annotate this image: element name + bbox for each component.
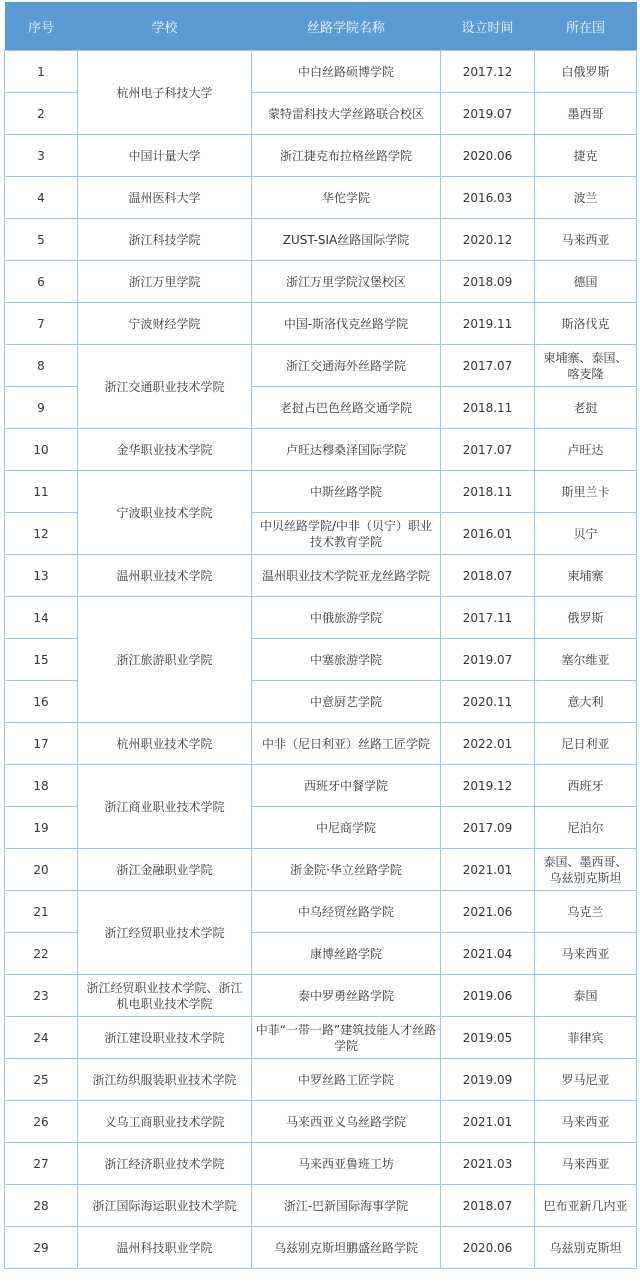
school-cell: 浙江旅游职业学院 (78, 597, 252, 723)
row-index: 22 (5, 933, 78, 975)
college-name-cell: 中贝丝路学院/中非（贝宁）职业技术教育学院 (252, 513, 441, 555)
school-cell: 温州医科大学 (78, 177, 252, 219)
college-name-cell: ZUST-SIA丝路国际学院 (252, 219, 441, 261)
row-index: 13 (5, 555, 78, 597)
college-name-cell: 康博丝路学院 (252, 933, 441, 975)
college-name-cell: 浙江捷克布拉格丝路学院 (252, 135, 441, 177)
established-cell: 2020.06 (441, 1227, 535, 1269)
country-cell: 马来西亚 (535, 1143, 637, 1185)
established-cell: 2021.03 (441, 1143, 535, 1185)
school-cell: 浙江经济职业技术学院 (78, 1143, 252, 1185)
header-established: 设立时间 (441, 2, 535, 51)
established-cell: 2017.09 (441, 807, 535, 849)
country-cell: 白俄罗斯 (535, 51, 637, 93)
table-row (5, 303, 637, 345)
school-cell: 温州科技职业学院 (78, 1227, 252, 1269)
college-name-cell: 乌兹别克斯坦鹏盛丝路学院 (252, 1227, 441, 1269)
college-name-cell: 马来西亚义乌丝路学院 (252, 1101, 441, 1143)
table-row (5, 555, 637, 597)
row-index: 14 (5, 597, 78, 639)
college-name-cell: 中斯丝路学院 (252, 471, 441, 513)
college-name-cell: 卢旺达穆桑泽国际学院 (252, 429, 441, 471)
table-row (5, 1017, 637, 1059)
table-row (5, 765, 637, 807)
country-cell: 斯洛伐克 (535, 303, 637, 345)
established-cell: 2019.07 (441, 93, 535, 135)
table-row (5, 261, 637, 303)
country-cell: 老挝 (535, 387, 637, 429)
table-row (5, 429, 637, 471)
row-index: 20 (5, 849, 78, 891)
header-country: 所在国 (535, 2, 637, 51)
established-cell: 2021.01 (441, 849, 535, 891)
table-row (5, 1185, 637, 1227)
established-cell: 2017.07 (441, 345, 535, 387)
established-cell: 2019.07 (441, 639, 535, 681)
school-cell: 浙江国际海运职业技术学院 (78, 1185, 252, 1227)
country-cell: 德国 (535, 261, 637, 303)
country-cell: 西班牙 (535, 765, 637, 807)
established-cell: 2022.01 (441, 723, 535, 765)
established-cell: 2019.12 (441, 765, 535, 807)
table-row (5, 1143, 637, 1185)
row-index: 28 (5, 1185, 78, 1227)
school-cell: 浙江科技学院 (78, 219, 252, 261)
country-cell: 墨西哥 (535, 93, 637, 135)
table-row (5, 849, 637, 891)
row-index: 17 (5, 723, 78, 765)
country-cell: 俄罗斯 (535, 597, 637, 639)
college-name-cell: 中尼商学院 (252, 807, 441, 849)
table-row (5, 135, 637, 177)
row-index: 16 (5, 681, 78, 723)
established-cell: 2019.09 (441, 1059, 535, 1101)
established-cell: 2021.06 (441, 891, 535, 933)
row-index: 9 (5, 387, 78, 429)
row-index: 24 (5, 1017, 78, 1059)
college-name-cell: 中非（尼日利亚）丝路工匠学院 (252, 723, 441, 765)
established-cell: 2018.11 (441, 387, 535, 429)
country-cell: 柬埔寨 (535, 555, 637, 597)
table-row (5, 345, 637, 387)
country-cell: 尼泊尔 (535, 807, 637, 849)
country-cell: 乌克兰 (535, 891, 637, 933)
row-index: 6 (5, 261, 78, 303)
country-cell: 意大利 (535, 681, 637, 723)
college-name-cell: 浙江-巴新国际海事学院 (252, 1185, 441, 1227)
country-cell: 柬埔寨、泰国、喀麦隆 (535, 345, 637, 387)
school-cell: 浙江商业职业技术学院 (78, 765, 252, 849)
college-name-cell: 浙金院·华立丝路学院 (252, 849, 441, 891)
established-cell: 2020.12 (441, 219, 535, 261)
row-index: 7 (5, 303, 78, 345)
established-cell: 2017.12 (441, 51, 535, 93)
country-cell: 斯里兰卡 (535, 471, 637, 513)
header-index: 序号 (5, 2, 78, 51)
established-cell: 2020.06 (441, 135, 535, 177)
row-index: 12 (5, 513, 78, 555)
college-name-cell: 中俄旅游学院 (252, 597, 441, 639)
college-name-cell: 温州职业技术学院亚龙丝路学院 (252, 555, 441, 597)
school-cell: 浙江经贸职业技术学院 (78, 891, 252, 975)
school-cell: 金华职业技术学院 (78, 429, 252, 471)
row-index: 27 (5, 1143, 78, 1185)
country-cell: 罗马尼亚 (535, 1059, 637, 1101)
school-cell: 中国计量大学 (78, 135, 252, 177)
college-name-cell: 浙江交通海外丝路学院 (252, 345, 441, 387)
row-index: 10 (5, 429, 78, 471)
established-cell: 2018.11 (441, 471, 535, 513)
school-cell: 温州职业技术学院 (78, 555, 252, 597)
school-cell: 宁波职业技术学院 (78, 471, 252, 555)
established-cell: 2017.11 (441, 597, 535, 639)
country-cell: 塞尔维亚 (535, 639, 637, 681)
college-name-cell: 华佗学院 (252, 177, 441, 219)
row-index: 25 (5, 1059, 78, 1101)
table-row (5, 177, 637, 219)
table-row (5, 597, 637, 639)
table-row (5, 1101, 637, 1143)
silk-road-college-table (4, 2, 637, 1269)
college-name-cell: 西班牙中餐学院 (252, 765, 441, 807)
college-name-cell: 中意厨艺学院 (252, 681, 441, 723)
table-row (5, 219, 637, 261)
table-row (5, 723, 637, 765)
established-cell: 2019.11 (441, 303, 535, 345)
school-cell: 浙江万里学院 (78, 261, 252, 303)
country-cell: 巴布亚新几内亚 (535, 1185, 637, 1227)
established-cell: 2019.05 (441, 1017, 535, 1059)
school-cell: 杭州电子科技大学 (78, 51, 252, 135)
college-name-cell: 浙江万里学院汉堡校区 (252, 261, 441, 303)
row-index: 2 (5, 93, 78, 135)
table-row (5, 51, 637, 93)
school-cell: 浙江纺织服装职业技术学院 (78, 1059, 252, 1101)
row-index: 8 (5, 345, 78, 387)
established-cell: 2016.01 (441, 513, 535, 555)
table-body (5, 51, 637, 1269)
country-cell: 马来西亚 (535, 933, 637, 975)
college-name-cell: 中罗丝路工匠学院 (252, 1059, 441, 1101)
row-index: 4 (5, 177, 78, 219)
country-cell: 泰国、墨西哥、乌兹别克斯坦 (535, 849, 637, 891)
row-index: 23 (5, 975, 78, 1017)
college-name-cell: 中乌经贸丝路学院 (252, 891, 441, 933)
college-name-cell: 泰中罗勇丝路学院 (252, 975, 441, 1017)
row-index: 18 (5, 765, 78, 807)
established-cell: 2018.07 (441, 555, 535, 597)
established-cell: 2021.01 (441, 1101, 535, 1143)
established-cell: 2020.11 (441, 681, 535, 723)
college-name-cell: 中国-斯洛伐克丝路学院 (252, 303, 441, 345)
header-college-name: 丝路学院名称 (252, 2, 441, 51)
country-cell: 乌兹别克斯坦 (535, 1227, 637, 1269)
row-index: 21 (5, 891, 78, 933)
school-cell: 宁波财经学院 (78, 303, 252, 345)
table-row (5, 891, 637, 933)
college-name-cell: 中塞旅游学院 (252, 639, 441, 681)
row-index: 5 (5, 219, 78, 261)
college-name-cell: 马来西亚鲁班工坊 (252, 1143, 441, 1185)
table-row (5, 975, 637, 1017)
country-cell: 菲律宾 (535, 1017, 637, 1059)
table-row (5, 1059, 637, 1101)
school-cell: 杭州职业技术学院 (78, 723, 252, 765)
row-index: 15 (5, 639, 78, 681)
row-index: 11 (5, 471, 78, 513)
row-index: 26 (5, 1101, 78, 1143)
row-index: 1 (5, 51, 78, 93)
established-cell: 2018.07 (441, 1185, 535, 1227)
header-school: 学校 (78, 2, 252, 51)
established-cell: 2019.06 (441, 975, 535, 1017)
school-cell: 浙江金融职业学院 (78, 849, 252, 891)
college-name-cell: 中菲“一带一路”建筑技能人才丝路学院 (252, 1017, 441, 1059)
country-cell: 泰国 (535, 975, 637, 1017)
country-cell: 贝宁 (535, 513, 637, 555)
country-cell: 捷克 (535, 135, 637, 177)
row-index: 29 (5, 1227, 78, 1269)
established-cell: 2021.04 (441, 933, 535, 975)
table-row (5, 1227, 637, 1269)
school-cell: 义乌工商职业技术学院 (78, 1101, 252, 1143)
established-cell: 2017.07 (441, 429, 535, 471)
country-cell: 波兰 (535, 177, 637, 219)
school-cell: 浙江交通职业技术学院 (78, 345, 252, 429)
country-cell: 尼日利亚 (535, 723, 637, 765)
college-name-cell: 蒙特雷科技大学丝路联合校区 (252, 93, 441, 135)
established-cell: 2016.03 (441, 177, 535, 219)
row-index: 19 (5, 807, 78, 849)
school-cell: 浙江经贸职业技术学院、浙江机电职业技术学院 (78, 975, 252, 1017)
country-cell: 马来西亚 (535, 219, 637, 261)
header-row (5, 2, 637, 51)
school-cell: 浙江建设职业技术学院 (78, 1017, 252, 1059)
college-name-cell: 老挝占巴色丝路交通学院 (252, 387, 441, 429)
country-cell: 马来西亚 (535, 1101, 637, 1143)
row-index: 3 (5, 135, 78, 177)
college-name-cell: 中白丝路硕博学院 (252, 51, 441, 93)
country-cell: 卢旺达 (535, 429, 637, 471)
established-cell: 2018.09 (441, 261, 535, 303)
table-row (5, 471, 637, 513)
